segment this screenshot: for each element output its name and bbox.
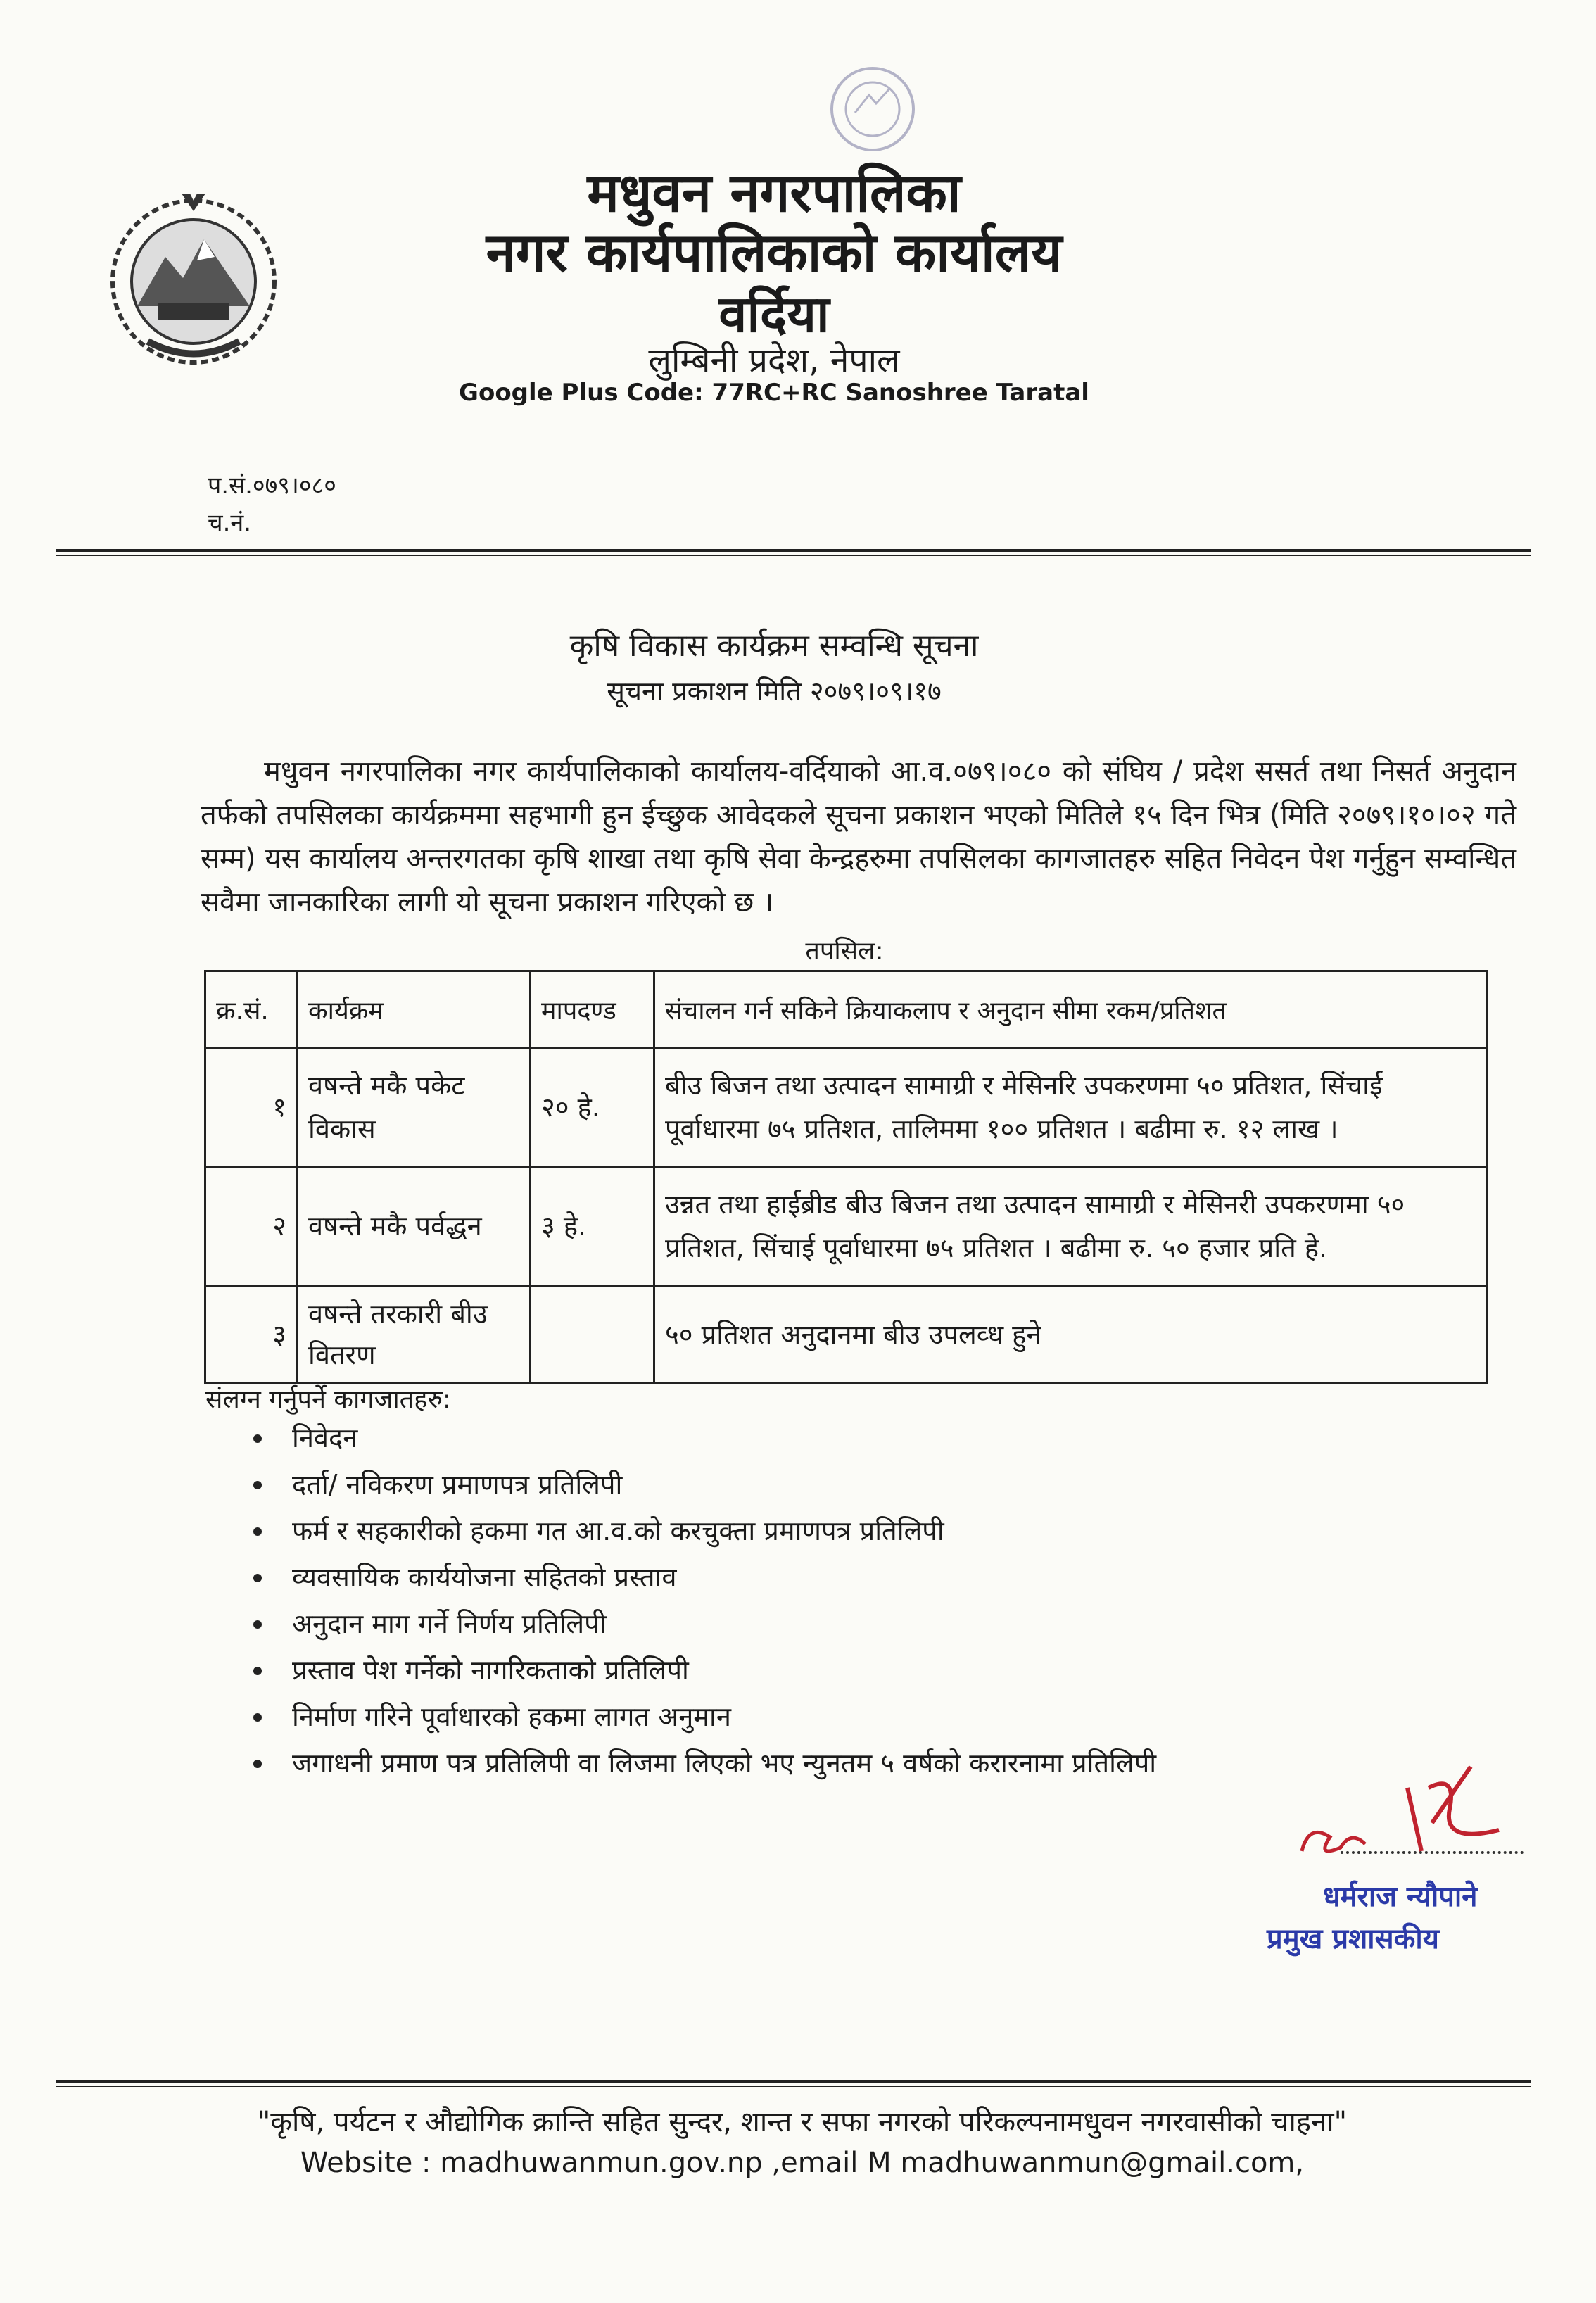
district-name: वर्दिया [718,284,830,343]
list-item: फर्म र सहकारीको हकमा गत आ.व.को करचुक्ता प्रमाणपत्र प्रतिलिपी [246,1508,1302,1554]
header-sn: क्र.सं. [205,971,298,1048]
row-activities: बीउ बिजन तथा उत्पादन सामाग्री र मेसिनरि उपकरणमा ५० प्रतिशत, सिंचाई पूर्वाधारमा ७५ प्रतिशत, तालिममा १०० प्रतिशत । बढीमा रु. १२ लाख । [654,1048,1488,1167]
list-item: दर्ता/ नविकरण प्रमाणपत्र प्रतिलिपी [246,1461,1302,1508]
row-sn: २ [205,1167,298,1286]
footer-divider [56,2080,1531,2087]
list-item: अनुदान माग गर्ने निर्णय प्रतिलिपी [246,1601,1302,1647]
row-criteria: ३ हे. [531,1167,654,1286]
footer-website: Website : madhuwanmun.gov.np ,email M madhuwanmun@gmail.com, [300,2147,1305,2179]
signer-name: धर्मराज न्यौपाने [1323,1881,1478,1913]
seal-icon [816,60,929,165]
dispatch-number: च.नं. [208,509,252,537]
signature-icon [1288,1746,1527,1886]
header-criteria: मापदण्ड [531,971,654,1048]
letter-number: प.सं.०७९।०८० [208,472,336,500]
header-divider [56,549,1531,556]
table-row [205,1048,1488,1167]
row-sn: ३ [205,1286,298,1384]
row-sn: १ [205,1048,298,1167]
program-table [204,970,1488,1384]
signer-designation: प्रमुख प्रशासकीय [1267,1923,1439,1955]
signature-line [1341,1851,1524,1854]
table-header-row [205,971,1488,1048]
row-criteria [531,1286,654,1384]
province-name: लुम्बिनी प्रदेश, नेपाल [648,341,900,380]
header-program: कार्यक्रम [298,971,531,1048]
row-program: वषन्ते तरकारी बीउ वितरण [298,1286,531,1384]
list-item: व्यवसायिक कार्ययोजना सहितको प्रस्ताव [246,1554,1302,1601]
publication-date: सूचना प्रकाशन मिति २०७९।०९।१७ [607,676,942,707]
row-program: वषन्ते मकै पर्वद्धन [298,1167,531,1286]
header-activities: संचालन गर्न सकिने क्रियाकलाप र अनुदान सीमा रकम/प्रतिशत [654,971,1488,1048]
list-item: निवेदन [246,1415,1302,1461]
notice-title: कृषि विकास कार्यक्रम सम्वन्धि सूचना [569,628,979,664]
footer-motto: "कृषि, पर्यटन र औद्योगिक क्रान्ति सहित सुन्दर, शान्त र सफा नगरको परिकल्पनामधुवन नगरवासीको चाहना" [257,2106,1348,2138]
row-activities: ५० प्रतिशत अनुदानमा बीउ उपलव्ध हुने [654,1286,1488,1384]
row-criteria: २० हे. [531,1048,654,1167]
list-item: निर्माण गरिने पूर्वाधारको हकमा लागत अनुमान [246,1693,1302,1740]
row-program: वषन्ते मकै पकेट विकास [298,1048,531,1167]
plus-code: Google Plus Code: 77RC+RC Sanoshree Taratal [459,379,1089,407]
table-row [205,1286,1488,1384]
documents-list [246,1415,1302,1786]
documents-title: संलग्न गर्नुपर्ने कागजातहरु: [205,1385,451,1414]
office-name: नगर कार्यपालिकाको कार्यालय [486,221,1063,284]
nepal-emblem-icon [99,179,289,370]
row-activities: उन्नत तथा हाईब्रीड बीउ बिजन तथा उत्पादन सामाग्री र मेसिनरी उपकरणमा ५० प्रतिशत, सिंचाई पूर्वाधारमा ७५ प्रतिशत । बढीमा रु. ५० हजार प्रति हे. [654,1167,1488,1286]
list-item: जगाधनी प्रमाण पत्र प्रतिलिपी वा लिजमा लिएको भए न्युनतम ५ वर्षको करारनामा प्रतिलिपी [246,1740,1302,1786]
notice-body: मधुवन नगरपालिका नगर कार्यपालिकाको कार्यालय-वर्दियाको आ.व.०७९।०८० को संघिय / प्रदेश ससर्त तथा निसर्त अनुदान तर्फको तपसिलका कार्यक्रममा सहभागी हुन ईच्छुक आवेदकले सूचना प्रकाशन भएको मितिले १५ दिन भित्र (मिति २०७९।१०।०२ गते सम्म) यस कार्यालय अन्तरगतका कृषि शाखा तथा कृषि सेवा केन्द्रहरुमा तपसिलका कागजातहरु सहित निवेदन पेश गर्नुहुन सम्वन्धित सवैमा जानकारिका लागी यो सूचना प्रकाशन गरिएको छ । [201,755,1516,919]
municipality-name: मधुवन नगरपालिका [587,161,961,224]
tapsil-label: तपसिल: [805,937,884,966]
table-row [205,1167,1488,1286]
list-item: प्रस्ताव पेश गर्नेको नागरिकताको प्रतिलिपी [246,1647,1302,1693]
